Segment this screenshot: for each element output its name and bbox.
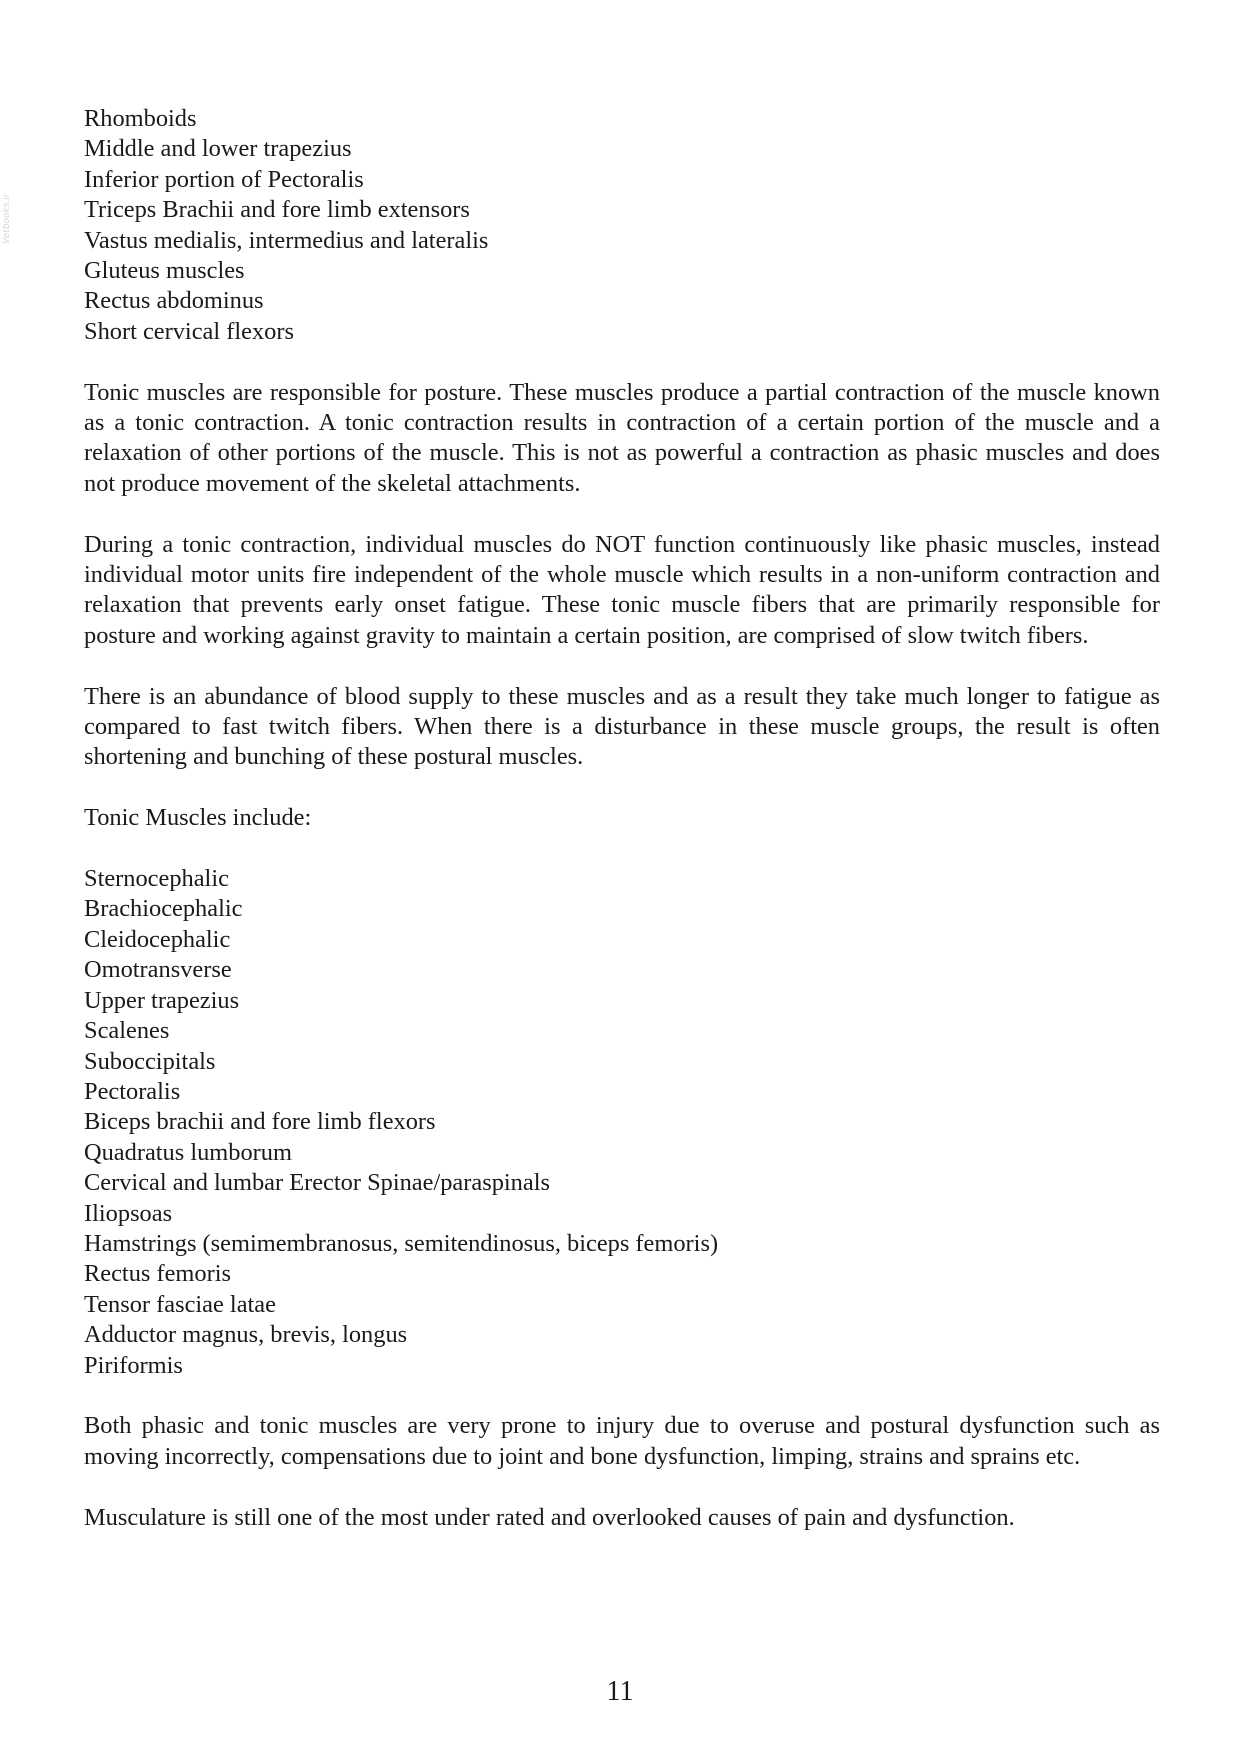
list-item: Tensor fasciae latae [84, 1290, 276, 1318]
watermark-text: Vetbooks.ir [2, 193, 12, 244]
phasic-muscle-list [84, 104, 1160, 347]
list-item: Triceps Brachii and fore limb extensors [84, 196, 470, 224]
spacer [84, 834, 1160, 864]
list-item: Short cervical flexors [84, 317, 294, 345]
list-item: Brachiocephalic [84, 895, 243, 923]
tonic-intro-paragraph: Tonic muscles are responsible for posture. These muscles produce a partial contraction of the muscle known as a tonic contraction. A tonic contraction results in contraction of a certain portion of the muscle and a relaxation of other portions of the muscle. This is not as powerful a contraction as phasic muscles and does not produce movement of the skeletal attachments. [84, 378, 1160, 497]
list-item: Rhomboids [84, 105, 197, 132]
tonic-muscle-list [84, 864, 1160, 1381]
blood-supply-paragraph: There is an abundance of blood supply to these muscles and as a result they take much longer to fatigue as compared to fast twitch fibers. When there is a disturbance in these muscle groups, the result is often shortening and bunching of these postural muscles. [84, 682, 1160, 771]
spacer [84, 651, 1160, 681]
tonic-include-heading: Tonic Muscles include: [84, 804, 312, 832]
list-item: Iliopsoas [84, 1199, 173, 1227]
spacer [84, 347, 1160, 377]
list-item: Middle and lower trapezius [84, 135, 352, 163]
list-item: Upper trapezius [84, 986, 240, 1014]
list-item: Suboccipitals [84, 1047, 216, 1075]
list-item: Vastus medialis, intermedius and lateralis [84, 226, 489, 254]
list-item: Piriformis [84, 1351, 183, 1379]
list-item: Sternocephalic [84, 865, 229, 893]
list-item: Hamstrings (semimembranosus, semitendinosus, biceps femoris) [84, 1229, 719, 1257]
spacer [84, 1472, 1160, 1502]
page-number: 11 [606, 1676, 634, 1707]
list-item: Pectoralis [84, 1077, 181, 1105]
tonic-contraction-paragraph: During a tonic contraction, individual muscles do NOT function continuously like phasic muscles, instead individual motor units fire independent of the whole muscle which results in a non-uniform contraction and relaxation that prevents early onset fatigue. These tonic muscle fibers that are primarily responsible for posture and working against gravity to maintain a certain position, are comprised of slow twitch fibers. [84, 530, 1160, 649]
list-item: Rectus femoris [84, 1260, 231, 1288]
spacer [84, 499, 1160, 529]
page-content [84, 104, 1160, 1533]
list-item: Rectus abdominus [84, 287, 264, 315]
spacer [84, 1381, 1160, 1411]
list-item: Cleidocephalic [84, 925, 231, 953]
list-item: Gluteus muscles [84, 257, 245, 285]
list-item: Adductor magnus, brevis, longus [84, 1321, 408, 1349]
list-item: Quadratus lumborum [84, 1138, 292, 1166]
list-item: Scalenes [84, 1017, 170, 1045]
list-item: Biceps brachii and fore limb flexors [84, 1108, 436, 1136]
list-item: Cervical and lumbar Erector Spinae/paraspinals [84, 1169, 550, 1197]
spacer [84, 773, 1160, 803]
conclusion-paragraph: Musculature is still one of the most under rated and overlooked causes of pain and dysfunction. [84, 1503, 1015, 1531]
injury-paragraph: Both phasic and tonic muscles are very prone to injury due to overuse and postural dysfunction such as moving incorrectly, compensations due to joint and bone dysfunction, limping, strains and sprains etc. [84, 1412, 1160, 1470]
list-item: Omotransverse [84, 956, 232, 984]
list-item: Inferior portion of Pectoralis [84, 165, 364, 193]
